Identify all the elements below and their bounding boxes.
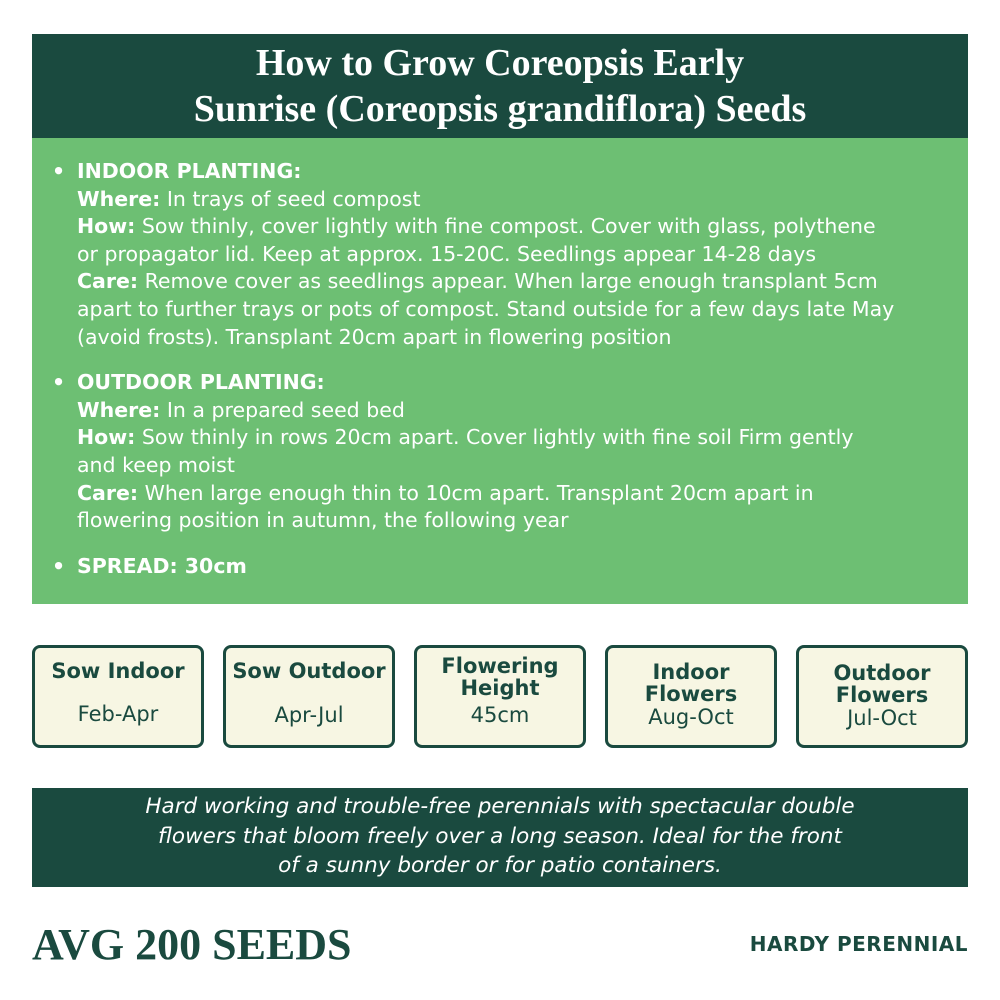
outdoor-flowers-value: Jul-Oct (847, 706, 917, 730)
planting-instructions (32, 138, 968, 604)
flowering-height-label-1: Flowering (441, 654, 559, 678)
info-boxes (32, 645, 968, 748)
flowering-height-label-2: Height (460, 676, 540, 700)
indoor-flowers-value: Aug-Oct (648, 705, 734, 729)
outdoor-flowers-box (796, 645, 968, 748)
indoor-where: Where: In trays of seed compost (77, 186, 421, 211)
indoor-how-line-2: or propagator lid. Keep at approx. 15-20C. Seedlings appear 14-28 days (77, 241, 817, 266)
indoor-care-line-2: apart to further trays or pots of compost. Stand outside for a few days late May (77, 296, 895, 321)
bullet-icon: • (52, 370, 66, 395)
sow-outdoor-label: Sow Outdoor (232, 659, 386, 683)
outdoor-how-line-2: and keep moist (77, 452, 235, 477)
bullet-icon: • (52, 159, 66, 183)
indoor-care-line-1: Care: Remove cover as seedlings appear. When large enough transplant 5cm (77, 269, 878, 294)
outdoor-planting-heading: OUTDOOR PLANTING: (77, 370, 325, 395)
title-line-1: How to Grow Coreopsis Early (255, 42, 745, 84)
title-line-2: Sunrise (Coreopsis grandiflora) Seeds (193, 88, 807, 130)
sow-indoor-label: Sow Indoor (51, 659, 185, 683)
sow-indoor-value: Feb-Apr (77, 702, 159, 726)
outdoor-how-line-1: How: Sow thinly in rows 20cm apart. Cover lightly with fine soil Firm gently (77, 425, 854, 450)
title-banner (32, 34, 968, 138)
spread-text: SPREAD: 30cm (77, 553, 247, 578)
sow-outdoor-box (223, 645, 395, 748)
indoor-flowers-label-1: Indoor (652, 660, 730, 684)
flowering-height-box (414, 645, 586, 748)
indoor-flowers-box (605, 645, 777, 748)
outdoor-where: Where: In a prepared seed bed (77, 397, 405, 422)
outdoor-flowers-label-2: Flowers (835, 683, 929, 707)
indoor-planting-heading: INDOOR PLANTING: (77, 159, 302, 183)
product-description (32, 788, 968, 887)
outdoor-planting-section (52, 369, 952, 535)
description-line-1: Hard working and trouble-free perennials with spectacular double (145, 794, 855, 819)
sow-outdoor-value: Apr-Jul (274, 703, 344, 727)
spread-section (52, 553, 952, 581)
description-line-3: of a sunny border or for patio containers. (278, 853, 722, 878)
plant-type-label: HARDY PERENNIAL (749, 932, 968, 956)
indoor-planting-section (52, 158, 952, 351)
outdoor-care-line-2: flowering position in autumn, the following year (77, 508, 569, 533)
seed-count: AVG 200 SEEDS (32, 920, 352, 969)
outdoor-flowers-label-1: Outdoor (833, 661, 931, 685)
outdoor-care-line-1: Care: When large enough thin to 10cm apart. Transplant 20cm apart in (77, 480, 814, 505)
bullet-icon: • (52, 553, 66, 578)
indoor-flowers-label-2: Flowers (644, 682, 738, 706)
indoor-how-line-1: How: Sow thinly, cover lightly with fine compost. Cover with glass, polythene (77, 214, 876, 239)
sow-indoor-box (32, 645, 204, 748)
description-line-2: flowers that bloom freely over a long season. Ideal for the front (158, 823, 842, 849)
flowering-height-value: 45cm (470, 703, 530, 727)
indoor-care-line-3: (avoid frosts). Transplant 20cm apart in flowering position (77, 324, 672, 349)
